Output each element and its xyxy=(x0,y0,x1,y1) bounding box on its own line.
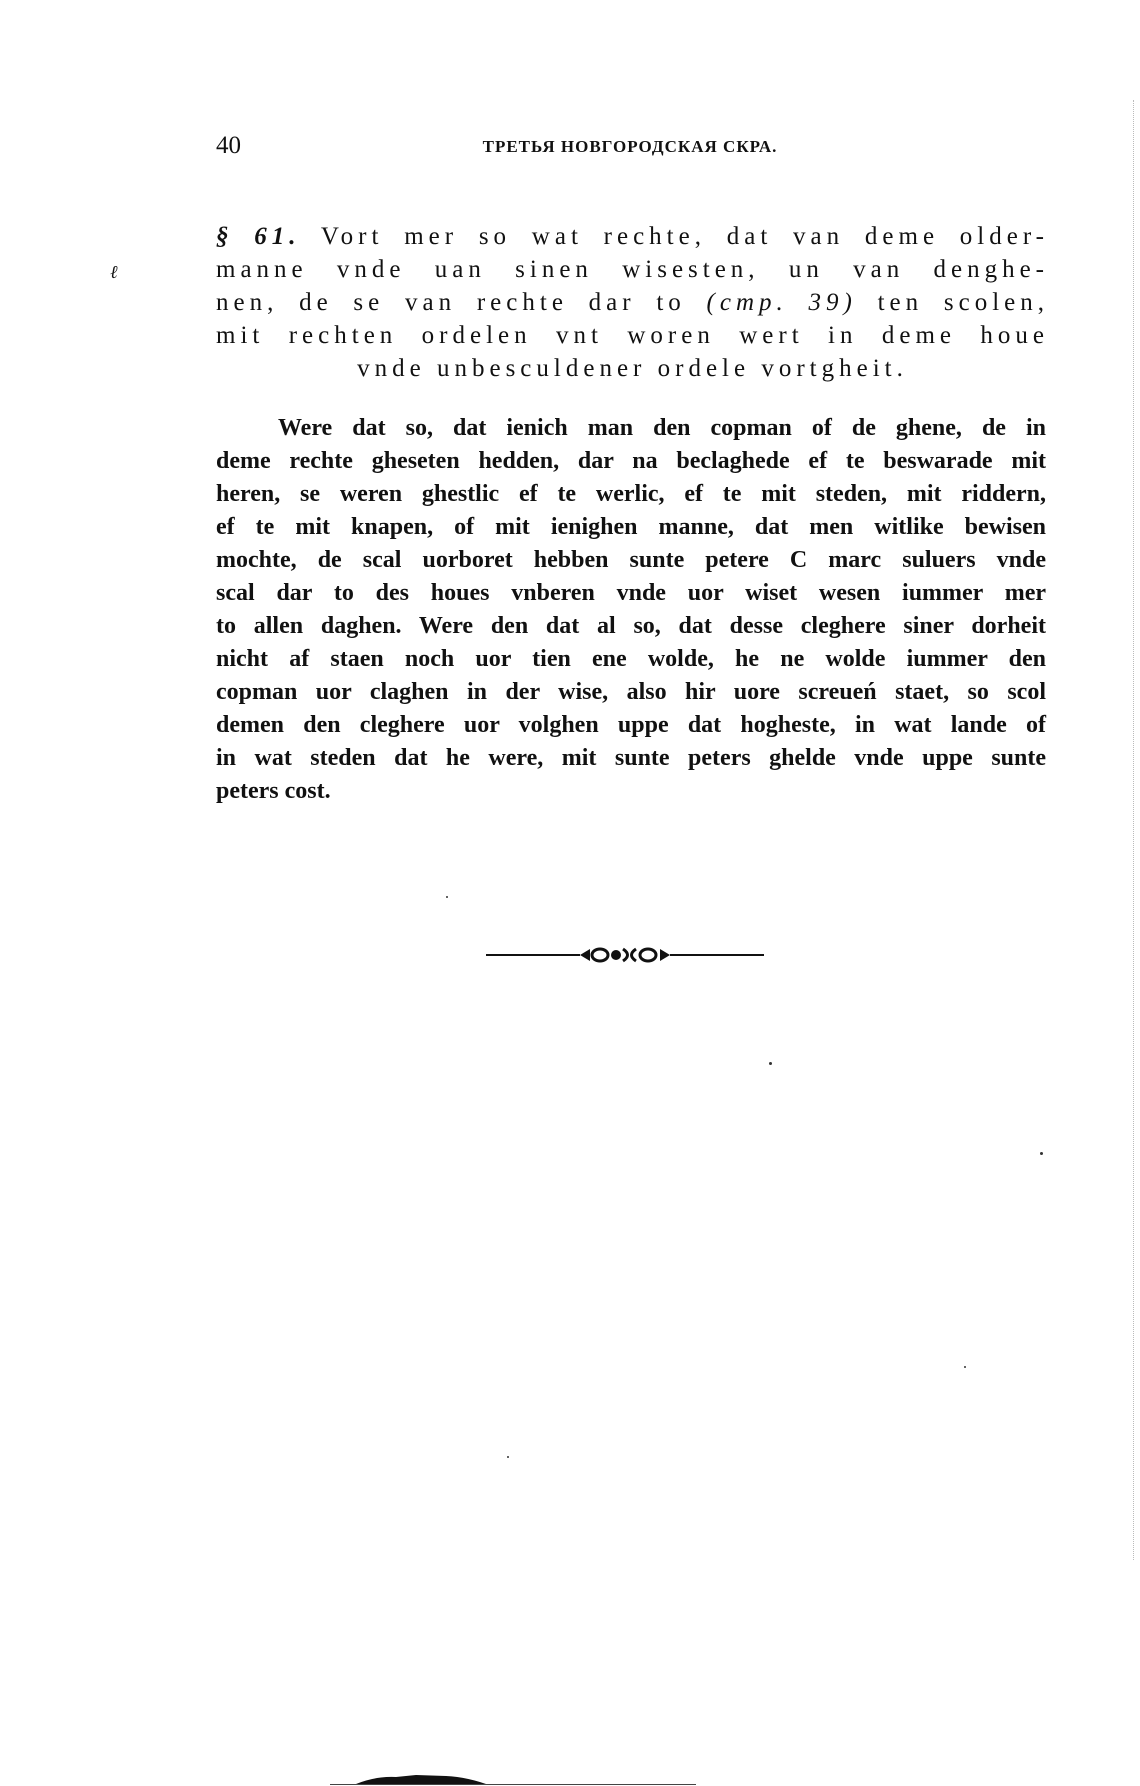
ink-smudge xyxy=(356,1774,486,1784)
body-line: Were dat so, dat ienich man den copman of de ghene, de in xyxy=(278,415,1046,441)
page-edge xyxy=(1132,100,1134,1560)
body-paragraph xyxy=(216,412,1046,808)
body-line: peters cost. xyxy=(216,778,331,804)
speck xyxy=(1040,1152,1043,1155)
ornament-divider xyxy=(486,940,764,970)
body-line: nicht af staen noch uor tien ene wolde, he ne wolde iummer den xyxy=(216,646,1046,672)
body-line: demen den cleghere uor volghen uppe dat hogheste, in wat lande of xyxy=(216,712,1046,738)
bottom-rule xyxy=(330,1784,696,1785)
section-line-3: nen, de se van rechte dar to (cmp. 39) ten scolen, xyxy=(216,289,1049,316)
body-line: deme rechte gheseten hedden, dar na beclaghede ef te beswarade mit xyxy=(216,448,1046,474)
speck xyxy=(507,1456,509,1458)
running-title: ТРЕТЬЯ НОВГОРОДСКАЯ СКРА. xyxy=(482,137,778,156)
body-line: mochte, de scal uorboret hebben sunte petere C marc suluers vnde xyxy=(216,547,1046,573)
body-line: in wat steden dat he were, mit sunte peters ghelde vnde uppe sunte xyxy=(216,745,1046,771)
section-line-5: vnde unbesculdener ordele vortgheit. xyxy=(357,355,908,382)
speck xyxy=(446,896,448,898)
page-number: 40 xyxy=(216,132,241,159)
section-heading xyxy=(216,220,1049,385)
body-line: ef te mit knapen, of mit ienighen manne, dat men witlike bewisen xyxy=(216,514,1046,540)
margin-mark: ℓ xyxy=(110,262,118,282)
body-line: to allen daghen. Were den dat al so, dat desse cleghere siner dorheit xyxy=(216,613,1046,639)
section-number: § 61. xyxy=(216,223,301,250)
section-line-2: manne vnde uan sinen wisesten, un van denghe- xyxy=(216,256,1049,283)
speck xyxy=(964,1366,966,1368)
body-line: copman uor claghen in der wise, also hir uore screueń staet, so scol xyxy=(216,679,1046,705)
cross-reference: (cmp. 39) xyxy=(706,289,857,316)
speck xyxy=(769,1062,772,1065)
section-line-4: mit rechten ordelen vnt woren wert in deme houe xyxy=(216,322,1049,349)
section-line-1: § 61. Vort mer so wat rechte, dat van deme older- xyxy=(216,223,1049,250)
body-line: heren, se weren ghestlic ef te werlic, ef te mit steden, mit riddern, xyxy=(216,481,1046,507)
body-line: scal dar to des houes vnberen vnde uor wiset wesen iummer mer xyxy=(216,580,1046,606)
